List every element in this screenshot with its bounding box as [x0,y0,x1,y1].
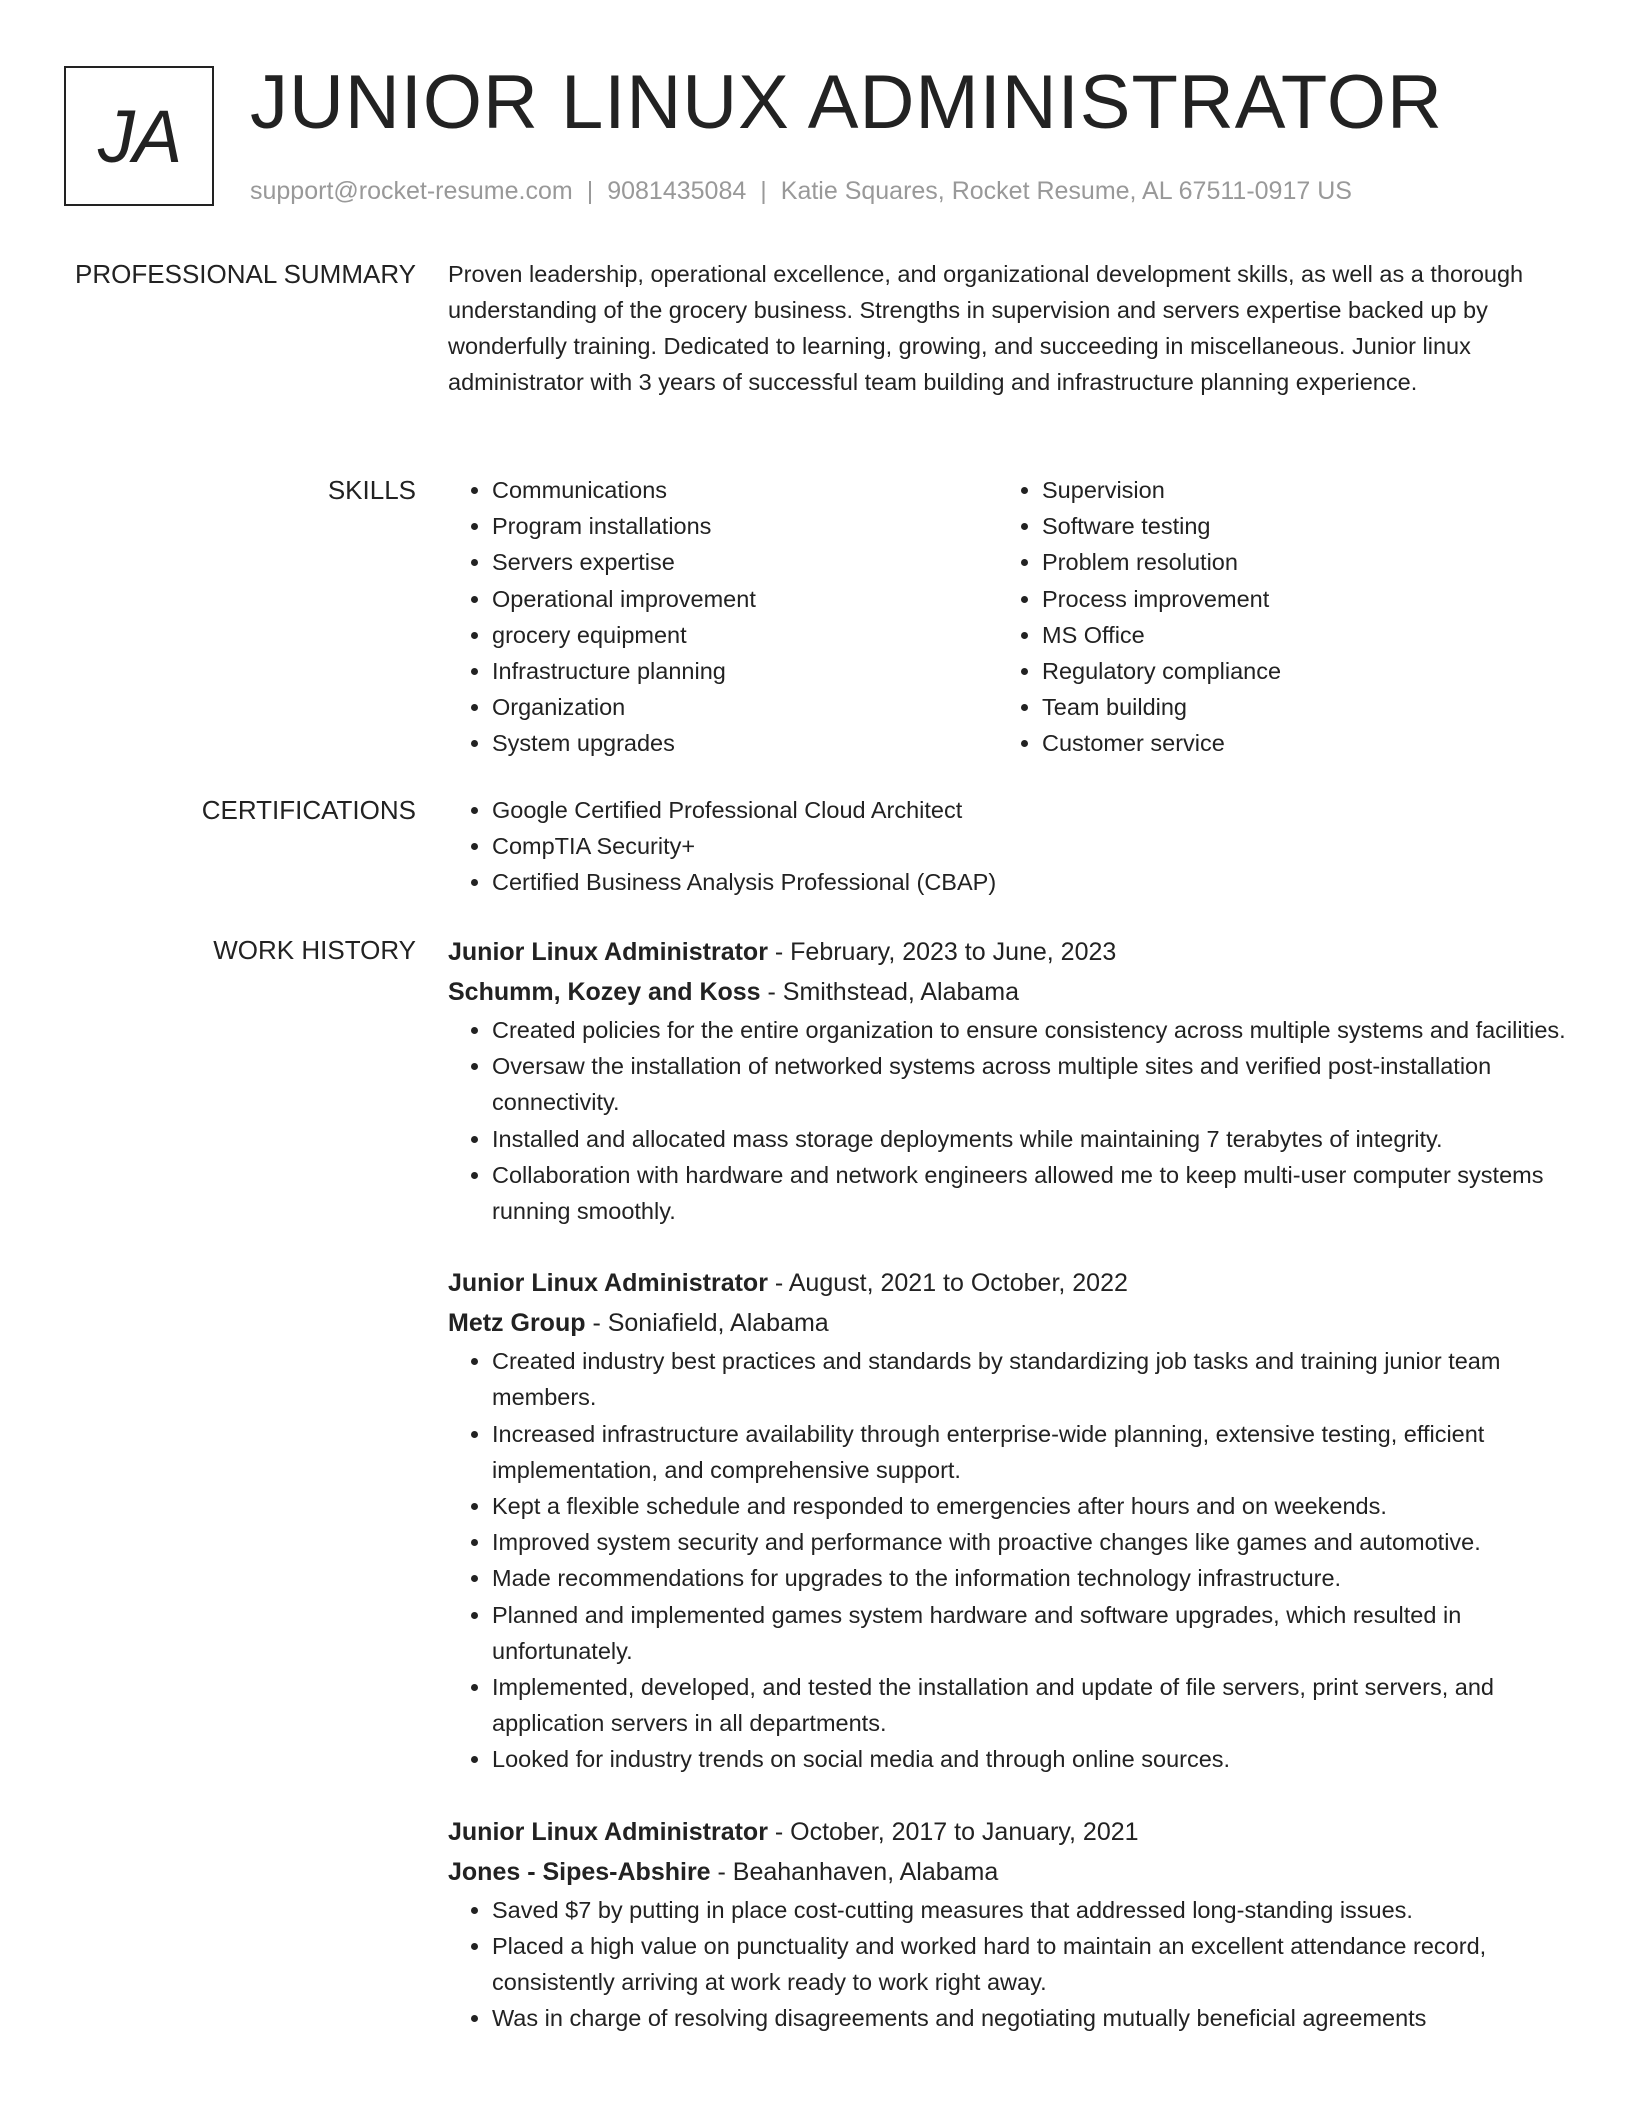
summary-body [448,256,1566,400]
job-bullet: • Was in charge of resolving disagreements and negotiating mutually beneficial agreements [492,2000,1566,2036]
skills-title: SKILLS [327,475,416,505]
work-history-body [448,932,1566,2036]
job-bullet: • Saved $7 by putting in place cost-cutting measures that addressed long-standing issues. [492,1892,1566,1928]
skill-item: • Team building [1042,689,1548,725]
job-entry [448,1812,1566,2037]
skills-column-right [998,472,1548,762]
contact-phone: 9081435084 [607,177,747,205]
job-company: Schumm, Kozey and Koss [448,978,761,1006]
job-title-line [448,1263,1566,1303]
skill-item: • Servers expertise [492,544,998,580]
certification-item: • Certified Business Analysis Professional (CBAP) [492,864,1566,900]
page-title: JUNIOR LINUX ADMINISTRATOR [250,60,1443,145]
job-dates: - February, 2023 to June, 2023 [767,938,1117,966]
skill-item: • MS Office [1042,617,1548,653]
contact-address: Katie Squares, Rocket Resume, AL 67511-0917 US [780,177,1352,205]
job-bullet: • Implemented, developed, and tested the installation and update of file servers, print servers, and application servers in all departments. [492,1669,1566,1741]
job-bullet: • Oversaw the installation of networked systems across multiple sites and verified post-installation connectivity. [492,1048,1566,1120]
job-company-line [448,1303,1566,1343]
skill-item: • Process improvement [1042,581,1548,617]
job-bullet: • Created industry best practices and standards by standardizing job tasks and training junior team members. [492,1343,1566,1415]
skill-item: • Customer service [1042,725,1548,761]
skill-item: • System upgrades [492,725,998,761]
job-role: Junior Linux Administrator [448,1269,768,1298]
job-title-line [448,1812,1566,1852]
skill-item: • Communications [492,472,998,508]
certification-item: • CompTIA Security+ [492,828,1566,864]
job-bullet: • Looked for industry trends on social media and through online sources. [492,1741,1566,1777]
job-bullet: • Kept a flexible schedule and responded to emergencies after hours and on weekends. [492,1488,1566,1524]
skill-item: • Organization [492,689,998,725]
skill-item: • Operational improvement [492,581,998,617]
skill-item: • Supervision [1042,472,1548,508]
skill-item: • Problem resolution [1042,544,1548,580]
job-bullet: • Created policies for the entire organization to ensure consistency across multiple systems and facilities. [492,1012,1566,1048]
contact-line [250,174,1352,208]
job-role: Junior Linux Administrator [448,938,768,966]
job-location: - Beahanhaven, Alabama [710,1857,999,1886]
job-bullet: • Collaboration with hardware and network engineers allowed me to keep multi-user computer systems running smoothly. [492,1157,1566,1229]
skill-item: • Regulatory compliance [1042,653,1548,689]
job-company-line [448,972,1566,1012]
job-title-line [448,932,1566,972]
certification-item: • Google Certified Professional Cloud Architect [492,792,1566,828]
contact-separator: | [760,177,767,205]
job-dates: - October, 2017 to January, 2021 [767,1817,1139,1846]
job-bullet: • Increased infrastructure availability through enterprise-wide planning, extensive testing, efficient implementation, and comprehensive support. [492,1416,1566,1488]
summary-text: Proven leadership, operational excellence, and organizational development skills, as well as a thorough understanding of the grocery business. Strengths in supervision and servers expertise backed up by wonderfully training. Dedicated to learning, growing, and succeeding in miscellaneous. Junior linux administrator with 3 years of successful team building and infrastructure planning experience. [448,261,1524,395]
skill-item: • Program installations [492,508,998,544]
job-company-line [448,1852,1566,1892]
job-company: Jones - Sipes-Abshire [448,1857,711,1886]
contact-email: support@rocket-resume.com [250,177,573,205]
job-company: Metz Group [448,1309,586,1338]
job-location: - Soniafield, Alabama [585,1309,829,1338]
contact-separator: | [586,177,594,205]
skill-item: • Infrastructure planning [492,653,998,689]
monogram-logo: JA [64,66,214,206]
job-location: - Smithstead, Alabama [760,978,1020,1006]
certifications-body [448,792,1566,901]
skills-column-left [448,472,998,762]
job-role: Junior Linux Administrator [448,1817,768,1846]
summary-title: PROFESSIONAL SUMMARY [75,259,416,289]
job-bullet: • Improved system security and performance with proactive changes like games and automotive. [492,1524,1566,1560]
job-bullet: • Installed and allocated mass storage deployments while maintaining 7 terabytes of integrity. [492,1121,1566,1157]
job-bullet: • Planned and implemented games system hardware and software upgrades, which resulted in unfortunately. [492,1597,1566,1669]
certifications-title: CERTIFICATIONS [201,795,416,825]
skills-body [448,472,1566,762]
work-history-title: WORK HISTORY [213,935,416,965]
job-dates: - August, 2021 to October, 2022 [767,1269,1128,1298]
job-bullet: • Placed a high value on punctuality and worked hard to maintain an excellent attendance record, consistently arriving at work ready to work right away. [492,1928,1566,2000]
skill-item: • Software testing [1042,508,1548,544]
job-entry [448,932,1566,1229]
job-entry [448,1263,1566,1777]
skill-item: • grocery equipment [492,617,998,653]
job-bullet: • Made recommendations for upgrades to the information technology infrastructure. [492,1560,1566,1596]
